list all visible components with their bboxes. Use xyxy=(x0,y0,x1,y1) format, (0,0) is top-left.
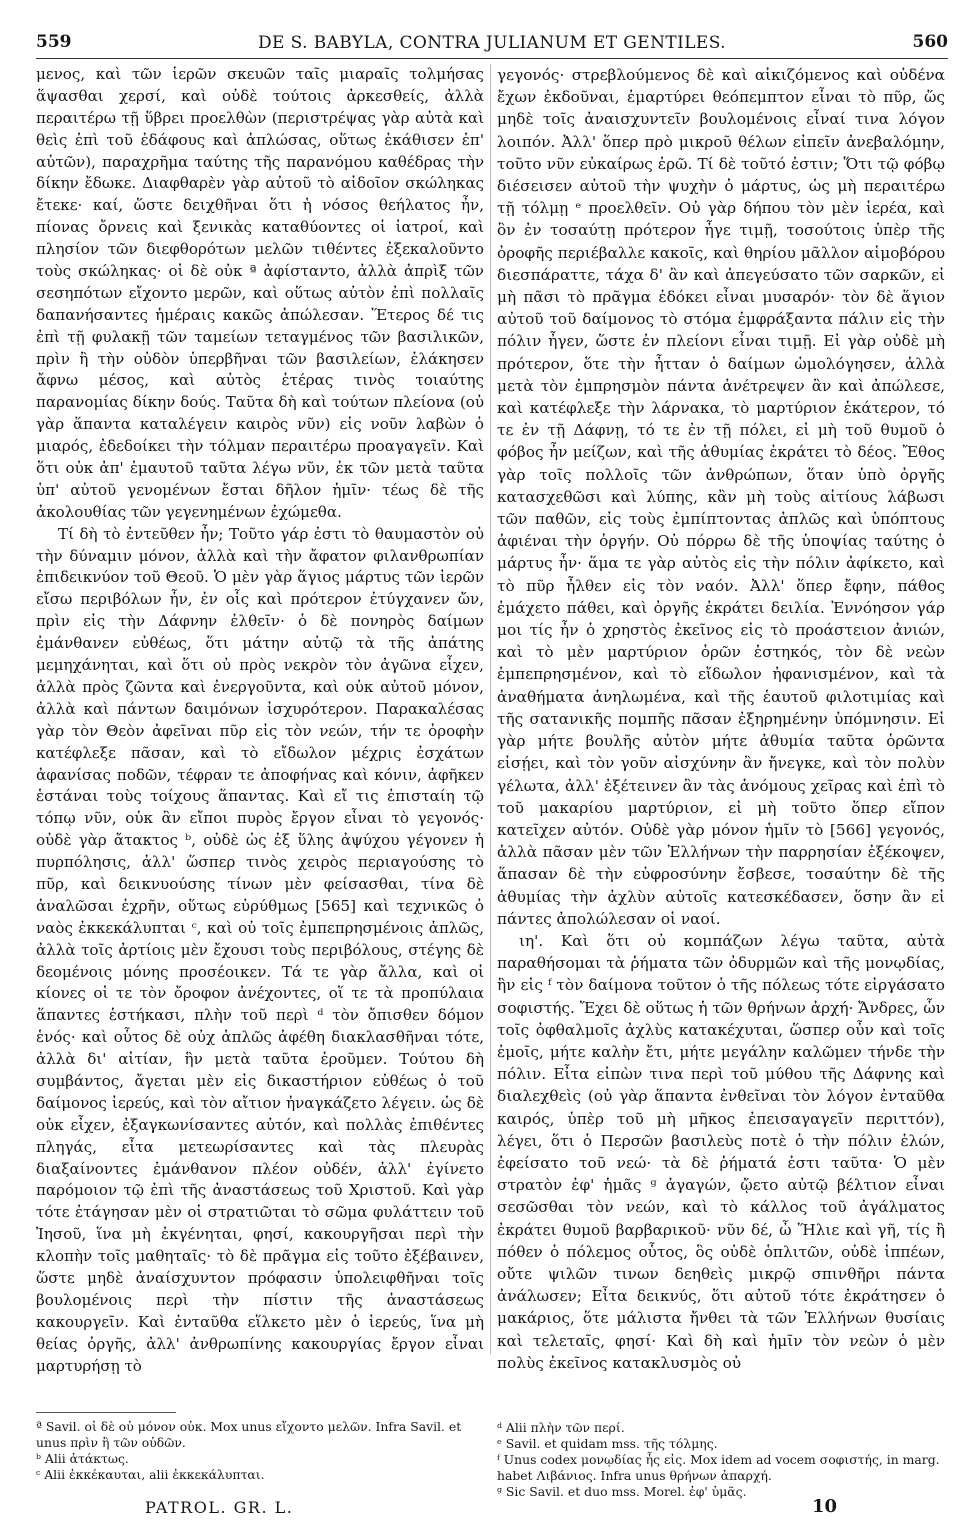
left-paragraph-1: μενος, καὶ τῶν ἱερῶν σκευῶν ταῖς μιαραῖς τολμήσας ἅψασθαι χερσί, καὶ οὐδὲ τούτοις ἀρκεσθείς, ἀλλὰ περαιτέρω τῇ ὕβρει προελθὼν (περιστρέψας γὰρ αὐτὰ καὶ θεὶς ἐπὶ τοῦ ἐδάφους καὶ ἁπλώσας, οὕτως ἐκάθισεν ἐπ' αὐτῶν), παραχρῆμα ταύτης τῆς παρανόμου καθέδρας τὴν δίκην ἔδωκε. Διαφθαρὲν γὰρ αὐτοῦ τὸ αἰδοῖον σκώληκας ἔτεκε· καί, ὥστε δειχθῆναι ὅτι ἡ νόσος θεήλατος ἦν, πίονας ὄρνεις καὶ ξενικὰς καταθύοντες οἱ ἰατροί, καὶ πλησίον τῶν διεφθορότων μελῶν τιθέντες ἐξεκαλοῦντο τοὺς σκώληκας· οἱ δὲ οὐκ ª ἀφίσταντο, ἀλλὰ ἀπρὶξ τῶν σεσηπότων εἴχοντο μερῶν, καὶ οὕτως αὐτὸν ἐπὶ πολλαῖς δαπανήσαντες ἡμέραις κακῶς ἀπώλεσαν. Ἕτερος δέ τις ἐπὶ τῇ φυλακῇ τῶν ταμείων τεταγμένος τῶν βασιλικῶν, πρὶν ἢ τὴν οὐδὸν ὑπερβῆναι τῶν βασιλείων, ἐλάκησεν ἄφνω μέσος, καὶ αὐτὸς ἑτέρας τινὸς τοιαύτης παρανομίας δίκην δούς. Ταῦτα δὴ καὶ τούτων πλείονα (οὐ γὰρ ἅπαντα καταλέγειν καιρὸς νῦν) εἰς νοῦν λαβὼν ὁ μιαρός, ἐδεδοίκει τὴν τόλμαν περαιτέρω προαγαγεῖν. Καὶ ὅτι οὐκ ἀπ' ἐμαυτοῦ ταῦτα λέγω νῦν, ἐκ τῶν μετὰ ταῦτα ὑπ' αὐτοῦ γενομένων ἔσται δῆλον ἡμῖν· τέως δὲ τῆς ἀκολουθίας τῶν γεγενημένων ἐχώμεθα. xyxy=(36,65,484,521)
footnote-rule xyxy=(36,1412,176,1413)
right-paragraph-1: γεγονός· στρεβλούμενος δὲ καὶ αἰκιζόμενος καὶ οὐδένα ἔχων ἐκδοῦναι, ἐμαρτύρει θεόπεμπτον εἶναι τὸ πῦρ, ὥς μηδὲ τοῖς ἀναισχυντεῖν βουλομένοις εἶναί τινα λόγον λοιπόν. Ἀλλ' ὅπερ πρὸ μικροῦ θέλων εἰπεῖν ἀνεβαλόμην, τοῦτο νῦν εὐκαίρως ἐρῶ. Τί δὲ τοῦτό ἐστιν; Ὅτι τῷ φόβῳ διέσεισεν αὐτοῦ τὴν ψυχὴν ὁ μάρτυς, ὡς μὴ περαιτέρω τῇ τόλμῃ ᵉ προελθεῖν. Οὐ γὰρ δήπου τὸν μὲν ἱερέα, καὶ ὃν ἐν τοσαύτῃ πρότερον ἦγε τιμῇ, τοσούτοις ὑπὲρ τῆς ὀροφῆς περιέβαλλε κακοῖς, καὶ θηρίου μᾶλλον αἱμοβόρου διεσπάραττε, τάχα δ' ἂν καὶ ἀπεγεύσατο τῶν σαρκῶν, εἰ μὴ πᾶσι τὸ πρᾶγμα ἐδόκει εἶναι μυσαρόν· τὸν δὲ ἅγιον αὐτοῦ τοῦ δαίμονος τὸ στόμα ἐμφράξαντα πάλιν εἰς τὴν πόλιν ἦγεν, ὥστε ἐν πλείονι εἶναι τιμῇ. Εἰ γὰρ οὐδὲ μὴ πρότερον, ὅτε τὴν ἧτταν ὁ δαίμων ὡμολόγησεν, ἀλλὰ μετὰ τὸν ἐμπρησμὸν πάντα ἀνέτρεψεν ἂν καὶ ἀπώλεσε, καὶ κατέφλεξε τὴν λάρνακα, τὸ μαρτύριον ἑκάτερον, τό τε ἐν τῇ Δάφνῃ, τό τε ἐν τῇ πόλει, εἰ μὴ τοῦ θυμοῦ ὁ φόβος ἦν μείζων, καὶ τῆς ἀθυμίας ἐκράτει τὸ δέος. Ἔθος γὰρ τοῖς πολλοῖς τῶν ἀνθρώπων, ὅταν ὑπὸ ὀργῆς κατασχεθῶσι καὶ λύπης, κἂν μὴ τοὺς αἰτίους λάβωσι τῶν παθῶν, εἰς τοὺς ἐμπίπτοντας ἁπλῶς καὶ ὑπόπτους ἀφιέναι τὴν ὀργήν. Οὐ πόρρω δὲ τῆς ὑποψίας ταύτης ὁ μάρτυς ἦν· ἅμα τε γὰρ αὐτὸς εἰς τὴν πόλιν ἀφίκετο, καὶ τὸ πῦρ ἦλθεν εἰς τὸν ναόν. Ἀλλ' ὅπερ ἔφην, πάθος ἐμάχετο πάθει, καὶ ὀργῆς ἐκράτει δειλία. Ἐννόησον γάρ μοι τίς ἦν ὁ χρηστὸς ἐκεῖνος εἰς τὸ προάστειον ἀνιών, καὶ τὸ μὲν μαρτύριον ὁρῶν ἑστηκός, τὸν δὲ νεὼν ἐμπεπρησμένον, καὶ τὸ εἴδωλον ἠφανισμένον, καὶ τὰ ἀναθήματα ἀνηλωμένα, καὶ τῆς ἑαυτοῦ φιλοτιμίας καὶ τῆς σατανικῆς πομπῆς πᾶσαν ἐξηρημένην ὑπόμνησιν. Εἰ γὰρ μήτε βουλῆς αὐτὸν μήτε ἀθυμία ταῦτα ὁρῶντα εἰσῄει, καὶ τὸν γοῦν αἰσχύνην ἂν ἤνεγκε, καὶ τὸν πολὺν γέλωτα, ἀλλ' ἐξέτεινεν ἂν τὰς ἀνόμους χεῖρας καὶ ἐπὶ τὸ τοῦ μακαρίου μαρτύριον, εἰ μὴ τοῦτο ὅπερ εἴπον κατεῖχεν αὐτόν. Οὐδὲ γὰρ μόνον ἡμῖν τὸ [566] γεγονός, ἀλλὰ πᾶσαν μὲν τῶν Ἑλλήνων τὴν παρρησίαν ἐξέκοψεν, ἅπασαν δὲ τὴν εὐφροσύνην ἔσβεσε, τοσαύτην δὲ τῆς ἀθυμίας τὴν ἀχλὺν αὐτοῖς κατεσκέδασεν, ὅσην ἂν εἰ πάντες ἀπολώλεσαν οἱ ναοί. xyxy=(497,66,945,928)
left-column xyxy=(36,64,484,1377)
right-column xyxy=(497,64,945,1374)
header-rule xyxy=(36,58,948,59)
left-paragraph-2: Τί δὴ τὸ ἐντεῦθεν ἦν; Τοῦτο γάρ ἐστι τὸ θαυμαστὸν οὐ τὴν δύναμιν μόνον, ἀλλὰ καὶ τὴν ἄφατον φιλανθρωπίαν ἐπιδεικνύον τοῦ Θεοῦ. Ὁ μὲν γὰρ ἅγιος μάρτυς τῶν ἱερῶν εἴσω περιβόλων ἦν, ἐν οἷς καὶ πρότερον ἐτύγχανεν ὤν, πρὶν εἰς τὴν Δάφνην ἐλθεῖν· ὁ δὲ πονηρὸς δαίμων ἐμάνθανεν εὐθέως, ὅτι μάτην αὐτῷ τὰ τῆς ἀπάτης μεμηχάνηται, καὶ ὅτι οὐ πρὸς νεκρὸν τὸν ἀγῶνα εἶχεν, ἀλλὰ πρὸς ζῶντα καὶ ἐνεργοῦντα, καὶ οὐκ αὐτοῦ μόνον, ἀλλὰ καὶ πάντων δαιμόνων ἰσχυρότερον. Παρακαλέσας γὰρ τὸν Θεὸν ἀφεῖναι πῦρ εἰς τὸν νεών, τήν τε ὀροφὴν κατέφλεξε πᾶσαν, καὶ τὸ εἴδωλον μέχρις ἐσχάτων ἀφανίσας ποδῶν, τέφραν τε ἀποφήνας καὶ κόνιν, ἀφῆκεν ἑστάναι τοὺς τοίχους ἅπαντας. Καὶ εἴ τις ἐπισταίη τῷ τόπῳ νῦν, οὐκ ἂν εἴποι πυρὸς ἔργον εἶναι τὸ γεγονός· οὐδὲ γὰρ ἄτακτος ᵇ, οὐδὲ ὡς ἐξ ὕλης ἀψύχου γέγονεν ἡ πυρπόλησις, ἀλλ' ὥσπερ τινὸς χειρὸς περιαγούσης τὸ πῦρ, καὶ δεικνυούσης τίνων μὲν φείσασθαι, τίνα δὲ ἀναλῶσαι ἐχρῆν, οὕτως εὐρύθμως [565] καὶ τεχνικῶς ὁ ναὸς ἐκκεκάλυπται ᶜ, καὶ οὐ τοῖς ἐμπεπρησμένοις ἁπλῶς, ἀλλὰ τοῖς ἀρτίοις μὲν ἔχουσι τοὺς περιβόλους, στέγης δὲ δεομένοις μόνης προσέοικεν. Τά τε γὰρ ἄλλα, καὶ οἱ κίονες οἱ τε τὸν ὄροφον ἀνέχοντες, οἵ τε τὰ προπύλαια ἅπαντες ἑστήκασι, πλὴν τοῦ περὶ ᵈ τὸν ὄπισθεν δόμον ἑνός· καὶ οὗτος δὲ οὐχ ἁπλῶς ἀφέθη διακλασθῆναι τότε, ἀλλὰ δι' αἰτίαν, ἣν μετὰ ταῦτα ἐροῦμεν. Τούτου δὴ συμβάντος, ἄγεται μὲν εἰς δικαστήριον εὐθέως ὁ τοῦ δαίμονος ἱερεύς, καὶ τὸν αἴτιον ἠναγκάζετο λέγειν. ὡς δὲ οὐκ εἶχεν, ἐξαγκωνίσαντες αὐτόν, καὶ πολλὰς ἐπιθέντες πληγάς, εἶτα μετεωρίσαντες καὶ τὰς πλευρὰς διαξαίνοντες ἐμάνθανον πλέον οὐδέν, ἀλλ' ἐγίνετο παρόμοιον τῷ ἐπὶ τῆς ἀναστάσεως τοῦ Χριστοῦ. Καὶ γὰρ τότε ἐτάγησαν μὲν οἱ στρατιῶται τὸ σῶμα φυλάττειν τοῦ Ἰησοῦ, ἵνα μὴ ἐκγένηται, φησί, κακουργῆσαι περὶ τὴν κλοπὴν τοῖς μαθηταῖς· τὸ δὲ πρᾶγμα εἰς τοῦτο ἐξέβαινεν, ὥστε μηδὲ ἀναίσχυντον πρόφασιν ὑπολειφθῆναι τοῖς βουλομένοις περὶ τὴν πίστιν τῆς ἀναστάσεως κακουργεῖν. Καὶ ἐνταῦθα εἵλκετο μὲν ὁ ἱερεύς, ἵνα μὴ θείας ὀργῆς, ἀλλ' ἀνθρωπίνης κακουργίας ἔργον εἶναι μαρτυρήσῃ τὸ xyxy=(36,524,484,1375)
footnotes-left xyxy=(36,1412,484,1483)
footnote-a: ª Savil. οἱ δὲ οὐ μόνον οὐκ. Mox unus εἴχοντο μελῶν. Infra Savil. et unus πρὶν ἢ τῶν οὐδῶν. xyxy=(36,1419,462,1450)
footnotes-right xyxy=(497,1420,945,1500)
column-divider xyxy=(490,64,491,1354)
printer-signature: PATROL. GR. L. xyxy=(145,1498,294,1517)
footnote-d: ᵈ Alii πλὴν τῶν περί. xyxy=(497,1420,625,1435)
footnote-c: ᶜ Alii ἐκκέκαυται, alii ἐκκεκάλυπται. xyxy=(36,1467,265,1482)
right-paragraph-2: ιη'. Καὶ ὅτι οὐ κομπάζων λέγω ταῦτα, αὐτὰ παραθήσομαι τὰ ῥήματα τῶν ὀδυρμῶν καὶ τῆς μονῳδίας, ἣν εἰς ᶠ τὸν δαίμονα τοῦτον ὁ τῆς πόλεως τότε εἰργάσατο σοφιστής. Ἔχει δὲ οὕτως ἡ τῶν θρήνων ἀρχή· Ἄνδρες, ὧν τοῖς ὀφθαλμοῖς ἀχλὺς κατακέχυται, ὥσπερ οὖν καὶ τοῖς ἐμοῖς, μήτε καλὴν ἔτι, μήτε μεγάλην καλῶμεν τήνδε τὴν πόλιν. Εἶτα εἰπὼν τινα περὶ τοῦ μύθου τῆς Δάφνης καὶ διαλεχθεὶς (οὐ γὰρ ἅπαντα ἐνθεῖναι τὸν λόγον ἐνταῦθα καιρός, ὑπὲρ τοῦ μὴ μῆκος ἐπεισαγαγεῖν περιττόν), λέγει, ὅτι ὁ Περσῶν βασιλεὺς ποτὲ ὁ τὴν πόλιν ἑλών, ἐφείσατο τοῦ νεώ· τὰ δὲ ῥήματά ἐστι ταῦτα· Ὁ μὲν στρατὸν ἐφ' ἡμᾶς ᵍ ἀγαγών, ᾤετο αὐτῷ βέλτιον εἶναι σεσῶσθαι τὸν νεών, καὶ τὸ κάλλος τοῦ ἀγάλματος ἐκράτει θυμοῦ βαρβαρικοῦ· νῦν δέ, ὦ Ἥλιε καὶ γῆ, τίς ἢ πόθεν ὁ πόλεμος οὗτος, ὃς οὐδὲ ὁπλιτῶν, οὐδὲ ἱππέων, οὔτε ψιλῶν τινων δεηθεὶς μικρῷ σπινθῆρι πάντα ἀνάλωσεν; Εἶτα δεικνύς, ὅτι αὐτοῦ τότε ἐκράτησεν ὁ μακάριος, ὅτε μάλιστα ἤνθει τὰ τῶν Ἑλλήνων θυσίαις καὶ τελεταῖς, φησί· Καὶ δὴ καὶ ἡμῖν τὸν νεὼν ὁ μὲν πολὺς ἐκεῖνος κατακλυσμὸς οὐ xyxy=(497,931,945,1372)
page-number-left: 559 xyxy=(36,32,72,52)
footnote-e: ᵉ Savil. et quidam mss. τῆς τόλμης. xyxy=(497,1436,718,1451)
page-number-right: 560 xyxy=(912,32,948,52)
footnote-f: ᶠ Unus codex μονῳδίας ἧς εἰς. Mox idem ad vocem σοφιστής, in marg. habet Λιβάνιος. Infra unus θρήνων ἀπαρχή. xyxy=(497,1452,940,1483)
running-title: DE S. BABYLA, CONTRA JULIANUM ET GENTILES. xyxy=(258,33,726,53)
running-head xyxy=(36,32,948,60)
footnote-b: ᵇ Alii ἀτάκτως. xyxy=(36,1451,129,1466)
signature-number: 10 xyxy=(812,1496,838,1517)
footnote-g: ᵍ Sic Savil. et duo mss. Morel. ἐφ' ὑμᾶς. xyxy=(497,1484,747,1499)
